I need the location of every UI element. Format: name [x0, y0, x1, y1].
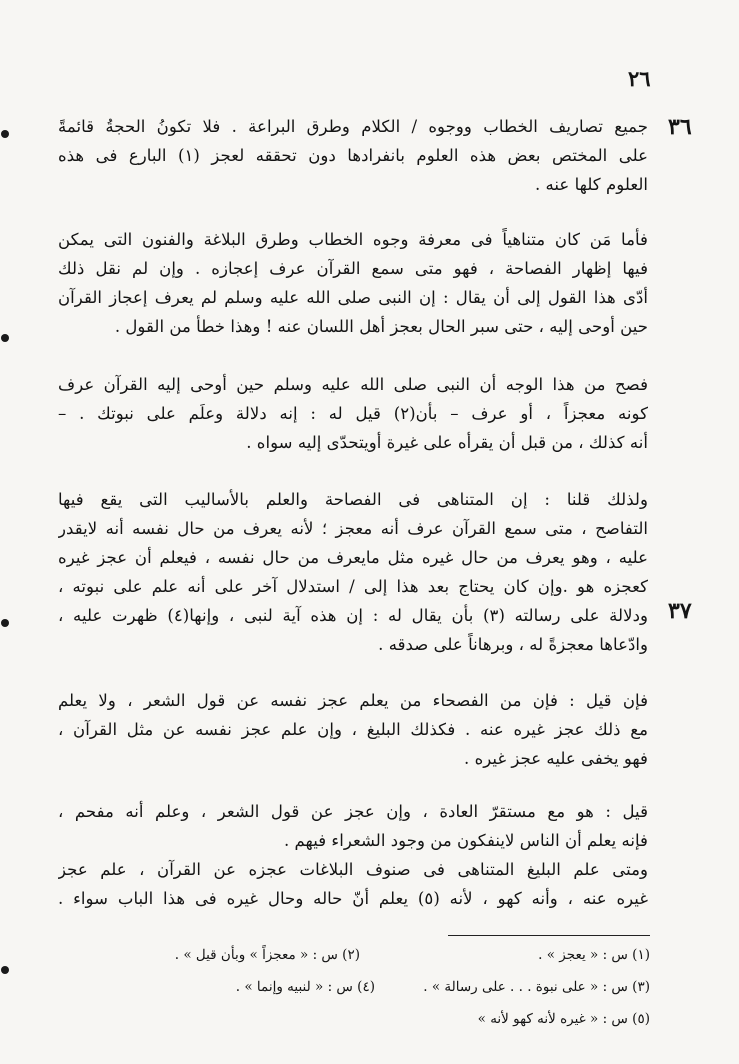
binding-hole-mark	[1, 966, 9, 974]
text-line: التفاصح ، متى سمع القرآن عرف أنه معجز ؛ لأنه يعرف من حال نفسه أنه لايقدر	[58, 519, 648, 538]
text-line: جميع تصاريف الخطاب ووجوه / الكلام وطرق البراعة . فلا تكونُ الحجةُ قائمةً	[58, 117, 648, 136]
text-line: فصح من هذا الوجه أن النبى صلى الله عليه وسلم حين أوحى إليه القرآن عرف	[58, 375, 648, 394]
text-line: أنه كذلك ، من قبل أن يقرأه على غيرة أويتحدّى إليه سواه .	[246, 433, 648, 452]
footnote: (٣) س : « على نبوة . . . على رسالة » .	[423, 979, 650, 995]
text-line: حين أوحى إليه ، حتى سبر الحال بعجز أهل اللسان عنه ! وهذا خطأ من القول .	[114, 317, 648, 336]
margin-section-number: ٣٧	[668, 598, 692, 624]
paragraph	[58, 225, 648, 341]
text-line: وادّعاها معجزةً له ، وبرهاناً على صدقه .	[378, 635, 648, 654]
binding-hole-mark	[1, 334, 9, 342]
text-line: فأما مَن كان متناهياً فى معرفة وجوه الخطاب وطرق البلاغة والفنون التى يمكن	[58, 230, 648, 249]
text-line: على المختص بعض هذه العلوم بانفرادها دون تحققه لعجز (١) البارع فى هذه	[58, 146, 648, 165]
margin-section-number: ٣٦	[668, 114, 692, 140]
text-line: ولذلك قلنا : إن المتناهى فى الفصاحة والعلم بالأساليب التى يقع فيها	[58, 490, 648, 509]
paragraph	[58, 686, 648, 773]
footnote: (١) س : « يعجز » .	[538, 947, 650, 963]
paragraph	[58, 485, 648, 659]
text-line: أدّى هذا القول إلى أن يقال : إن النبى صلى الله عليه وسلم لم يعرف إعجاز القرآن	[58, 288, 648, 307]
text-line: عليه ، وهو يعرف من حال غيره مثل مايعرف من حال نفسه ، فيعلم أن عجز غيره	[58, 548, 648, 567]
text-line: غيره عنه ، وأنه كهو ، لأنه (٥) يعلم أنّ حاله وحال غيره فى هذا الباب سواء .	[58, 889, 648, 908]
text-line: فإن قيل : فإن من الفصحاء من يعلم عجز نفسه عن قول الشعر ، ولا يعلم	[58, 691, 648, 710]
text-line: قيل : هو مع مستقرّ العادة ، وإن عجز عن قول الشعر ، وعلم أنه مفحم ،	[58, 802, 648, 821]
binding-hole-mark	[1, 130, 9, 138]
paragraph	[58, 112, 648, 199]
text-line: ودلالة على رسالته (٣) بأن يقال له : إن هذه آية لنبى ، وإنها(٤) ظهرت عليه ،	[58, 606, 648, 625]
paragraph	[58, 855, 648, 913]
text-line: العلوم كلها عنه .	[534, 175, 648, 194]
footnote: (٢) س : « معجزاً » وبأن قيل » .	[174, 947, 360, 963]
paragraph	[58, 370, 648, 457]
text-line: ومتى علم البليغ المتناهى فى صنوف البلاغات عجزه عن القرآن ، علم عجز	[58, 860, 648, 879]
text-line: فإنه يعلم أن الناس لاينفكون من وجود الشعراء فيهم .	[283, 831, 648, 850]
text-line: فهو يخفى عليه عجز غيره .	[464, 749, 648, 768]
footnote-divider	[448, 935, 650, 936]
binding-hole-mark	[1, 619, 9, 627]
footnote: (٥) س : « غيره لأنه كهو لأنه »	[477, 1011, 650, 1027]
text-line: كعجزه هو .وإن كان يحتاج بعد هذا إلى / استدلال آخر على أنه علم على نبوته ،	[58, 577, 648, 596]
text-line: كونه معجزاً ، أو عرف – بأن(٢) قيل له : إنه دلالة وعلَم على نبوتك . –	[58, 404, 648, 423]
paragraph	[58, 797, 648, 855]
text-line: فيها إظهار الفصاحة ، فهو متى سمع القرآن عرف إعجازه . وإن لم نقل ذلك	[58, 259, 648, 278]
footnote: (٤) س : « لنبيه وإنما » .	[235, 979, 375, 995]
page-number: ٢٦	[628, 66, 651, 91]
text-line: مع ذلك عجز غيره عنه . فكذلك البليغ ، وإن علم عجز نفسه عن مثل القرآن ،	[58, 720, 648, 739]
